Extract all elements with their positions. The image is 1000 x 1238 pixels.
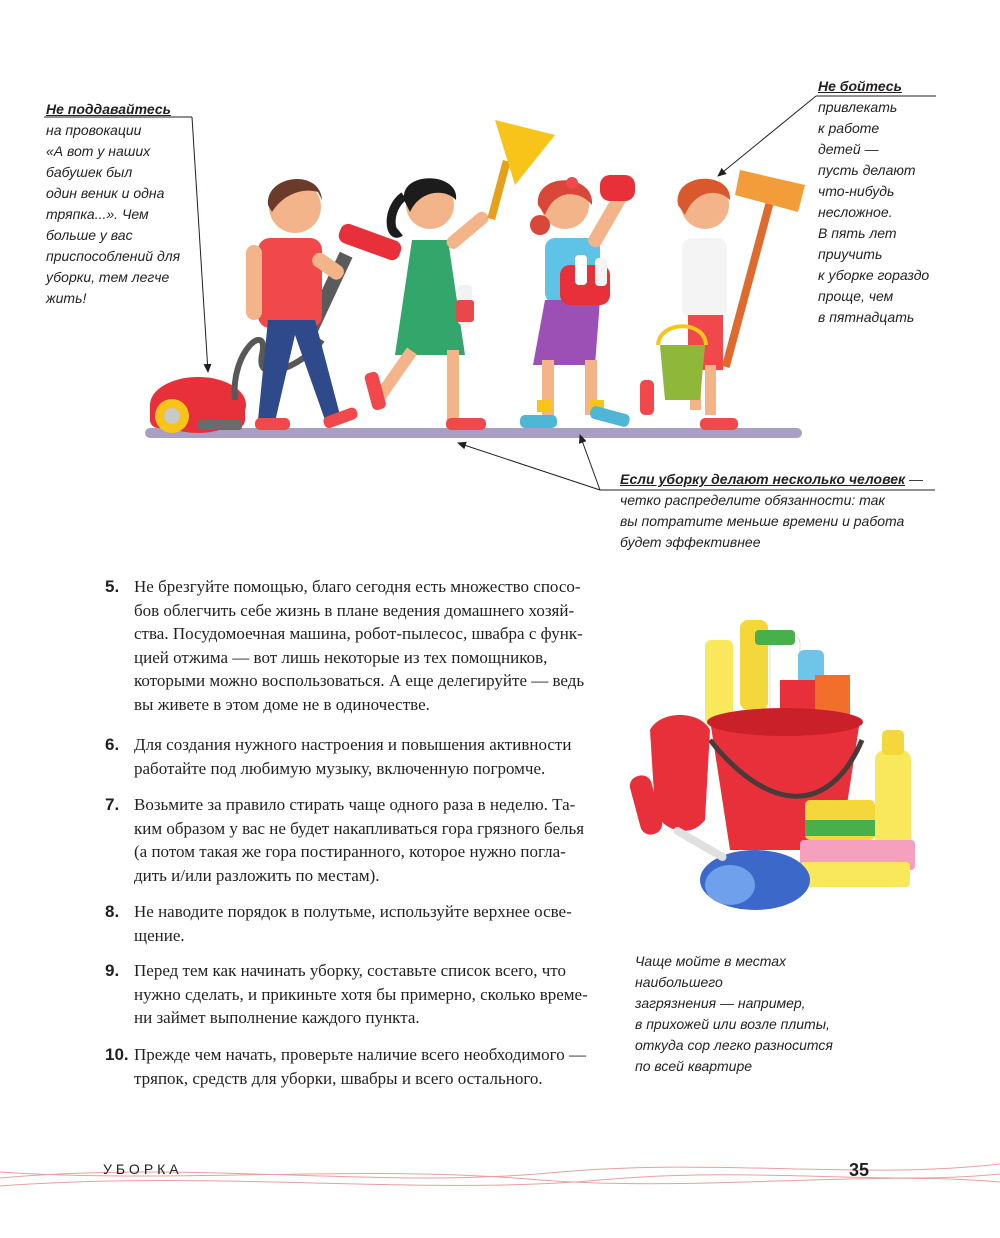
note-bottom bbox=[620, 469, 923, 553]
pointer-arrow-top-left bbox=[192, 117, 208, 372]
note-line: приспособлений для bbox=[46, 248, 181, 264]
list-line: которыми можно воспользоваться. А еще делегируйте — ведь bbox=[134, 671, 585, 690]
list-line: ства. Посудомоечная машина, робот-пылесос, швабра с функ- bbox=[134, 624, 583, 643]
note-line: приучить bbox=[818, 246, 883, 262]
caption-line: наибольшего bbox=[635, 974, 723, 990]
list-line: вы живете в этом доме не в одиночестве. bbox=[134, 694, 430, 714]
list-line: щение. bbox=[134, 925, 185, 945]
note-line: В пять лет bbox=[818, 225, 897, 241]
note-top-left-title: Не поддавайтесь bbox=[46, 101, 171, 117]
list-line: бов облегчить себе жизнь в плане ведения домашнего хозяй- bbox=[134, 600, 575, 620]
list-line: ким образом у вас не будет накапливаться гора грязного белья bbox=[134, 818, 585, 838]
page-number: 35 bbox=[849, 1160, 870, 1180]
list-line: ни займет выполнение каждого пункта. bbox=[134, 1008, 420, 1027]
note-line: жить! bbox=[46, 290, 87, 306]
caption-line: в прихожей или возле плиты, bbox=[635, 1016, 830, 1032]
note-line: пусть делают bbox=[818, 162, 916, 178]
girl-with-bottles-figure bbox=[520, 175, 635, 428]
caption-line: загрязнения — например, bbox=[635, 995, 806, 1011]
note-line: в пятнадцать bbox=[818, 309, 915, 325]
list-line: Не наводите порядок в полутьме, используйте верхнее осве- bbox=[134, 902, 572, 921]
footer-section-title: УБОРКА bbox=[103, 1161, 183, 1177]
list-line: дить и/или разложить по местам). bbox=[134, 865, 380, 885]
note-line: к работе bbox=[818, 120, 880, 136]
girl-with-spray-figure bbox=[364, 120, 555, 430]
note-line: вы потратите меньше времени и работа bbox=[620, 513, 905, 529]
note-line: на провокации bbox=[46, 122, 142, 138]
note-top-left bbox=[46, 99, 180, 309]
note-line: проще, чем bbox=[818, 288, 894, 304]
cleaning-supplies-image bbox=[630, 600, 925, 930]
caption-line: откуда сор легко разносится bbox=[635, 1037, 833, 1053]
caption-line: по всей квартире bbox=[635, 1058, 753, 1074]
boy-with-broom-figure bbox=[640, 170, 805, 430]
note-line: что-нибудь bbox=[818, 183, 895, 199]
boy-with-vacuum-figure bbox=[246, 179, 359, 430]
pointer-arrow-top-right bbox=[718, 96, 816, 176]
list-number: 7. bbox=[105, 795, 120, 814]
list-number: 8. bbox=[105, 902, 120, 921]
note-line: «А вот у наших bbox=[46, 143, 151, 159]
list-number: 10. bbox=[105, 1045, 129, 1064]
list-line: Не брезгуйте помощью, благо сегодня есть множество спосо- bbox=[134, 577, 581, 596]
note-bottom-title-tail: — bbox=[905, 471, 923, 487]
list-line: нужно сделать, и прикиньте хотя бы примерно, сколько време- bbox=[134, 984, 588, 1004]
list-number: 9. bbox=[105, 961, 120, 980]
pointer-arrow-bottom-a bbox=[580, 435, 600, 490]
note-bottom-title: Если уборку делают несколько человек bbox=[620, 471, 906, 487]
note-line: больше у вас bbox=[46, 227, 133, 243]
list-line: тряпок, средств для уборки, швабры и всего остального. bbox=[134, 1068, 543, 1088]
note-line: к уборке гораздо bbox=[818, 267, 930, 283]
image-caption bbox=[635, 951, 833, 1077]
note-line: привлекать bbox=[818, 99, 898, 115]
note-top-right-title: Не бойтесь bbox=[818, 78, 902, 94]
caption-line: Чаще мойте в местах bbox=[635, 953, 787, 969]
list-line: Прежде чем начать, проверьте наличие всего необходимого — bbox=[134, 1045, 586, 1064]
list-number: 6. bbox=[105, 735, 120, 754]
note-line: тряпка...». Чем bbox=[46, 206, 149, 222]
list-line: Перед тем как начинать уборку, составьте список всего, что bbox=[134, 961, 566, 980]
list-number: 5. bbox=[105, 577, 120, 596]
list-line: Для создания нужного настроения и повышения активности bbox=[134, 735, 572, 754]
list-line: Возьмите за правило стирать чаще одного раза в неделю. Та- bbox=[134, 795, 576, 814]
note-line: уборки, тем легче bbox=[46, 269, 170, 285]
note-line: четко распределите обязанности: так bbox=[620, 492, 886, 508]
note-top-right bbox=[818, 76, 929, 328]
note-line: детей — bbox=[818, 141, 879, 157]
list-line: цией отжима — вот лишь некоторые из тех помощников, bbox=[134, 647, 548, 667]
list-line: работайте под любимую музыку, включенную погромче. bbox=[134, 758, 546, 778]
pointer-arrow-bottom-b bbox=[458, 443, 600, 490]
note-line: будет эффективнее bbox=[620, 534, 761, 550]
note-line: бабушек был bbox=[46, 164, 133, 180]
note-line: несложное. bbox=[818, 204, 893, 220]
list-line: (а потом такая же гора постиранного, которое нужно погла- bbox=[134, 842, 566, 861]
note-line: один веник и одна bbox=[46, 185, 165, 201]
